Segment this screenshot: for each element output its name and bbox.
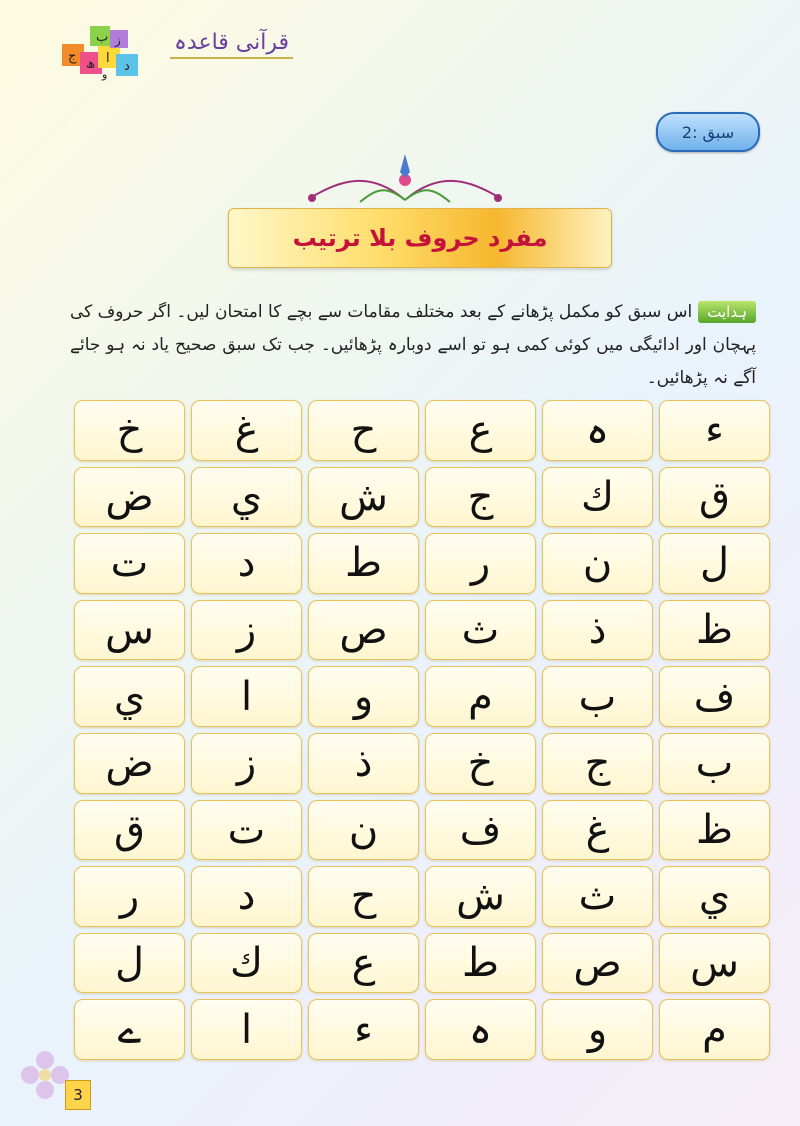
letter-cell: م — [659, 999, 770, 1060]
logo-letter: ھ — [86, 57, 96, 72]
page-number: 3 — [65, 1080, 91, 1110]
letter-cell: س — [659, 933, 770, 994]
book-title: قرآنی قاعدہ — [170, 30, 293, 59]
logo-letter: و — [102, 68, 108, 81]
letter-cell: غ — [191, 400, 302, 461]
letter-cell: ز — [191, 600, 302, 661]
letter-cell: خ — [74, 400, 185, 461]
letter-cell: ت — [191, 800, 302, 861]
letter-cell: ف — [659, 666, 770, 727]
logo-letter: ا — [106, 51, 110, 66]
letter-cell: ل — [659, 533, 770, 594]
letter-cell: د — [191, 533, 302, 594]
logo-letter: ز — [115, 33, 121, 47]
letter-cell: م — [425, 666, 536, 727]
logo-letter: ب — [96, 30, 109, 45]
letter-cell: ط — [425, 933, 536, 994]
letters-grid — [74, 400, 770, 1060]
letter-cell: ب — [542, 666, 653, 727]
logo-letter: د — [124, 59, 130, 74]
letter-cell: ت — [74, 533, 185, 594]
letter-cell: خ — [425, 733, 536, 794]
letter-cell: ا — [191, 666, 302, 727]
letter-cell: ظ — [659, 600, 770, 661]
letter-cell: ض — [74, 733, 185, 794]
instruction-tag: ہدایت — [698, 301, 756, 323]
letter-cell: غ — [542, 800, 653, 861]
letter-cell: ر — [74, 866, 185, 927]
letter-cell: ج — [425, 467, 536, 528]
letter-cell: ي — [191, 467, 302, 528]
letter-cell: ث — [542, 866, 653, 927]
letter-cell: ع — [308, 933, 419, 994]
lesson-title: مفرد حروف بلا ترتیب — [228, 208, 612, 268]
letter-cell: ش — [308, 467, 419, 528]
letter-cell: د — [191, 866, 302, 927]
letter-cell: ء — [659, 400, 770, 461]
letter-cell: ذ — [308, 733, 419, 794]
letter-cell: و — [308, 666, 419, 727]
instruction-text: اس سبق کو مکمل پڑھانے کے بعد مختلف مقامات سے بچے کا امتحان لیں۔ اگر حروف کی پہچان اور ادائیگی میں کوئی کمی ہو تو اسے دوبارہ پڑھائیں۔ جب تک سبق صحیح یاد نہ ہو جائے آگے نہ پڑھائیں۔ — [70, 302, 756, 388]
letter-cell: ص — [308, 600, 419, 661]
logo-letter: ج — [68, 49, 77, 64]
letter-cell: ي — [74, 666, 185, 727]
letter-cell: ء — [308, 999, 419, 1060]
floral-ornament-icon — [300, 150, 510, 212]
lesson-badge: سبق :2 — [656, 112, 760, 152]
letter-cell: ق — [74, 800, 185, 861]
letter-cell: ظ — [659, 800, 770, 861]
letter-cell: ك — [191, 933, 302, 994]
instruction-paragraph — [70, 296, 756, 395]
letter-cell: ن — [308, 800, 419, 861]
letter-cell: ض — [74, 467, 185, 528]
letter-cell: ك — [542, 467, 653, 528]
letter-cell: ہ — [425, 999, 536, 1060]
letter-cell: ا — [191, 999, 302, 1060]
letter-cell: ذ — [542, 600, 653, 661]
letter-cell: ح — [308, 400, 419, 461]
letter-cell: ي — [659, 866, 770, 927]
letter-cell: ش — [425, 866, 536, 927]
letter-cell: ے — [74, 999, 185, 1060]
letter-cell: ق — [659, 467, 770, 528]
letter-cell: و — [542, 999, 653, 1060]
letter-cell: ز — [191, 733, 302, 794]
letter-cell: ل — [74, 933, 185, 994]
letter-cell: ب — [659, 733, 770, 794]
letter-cell: ح — [308, 866, 419, 927]
letter-cell: ن — [542, 533, 653, 594]
letter-cell: س — [74, 600, 185, 661]
letter-cell: ر — [425, 533, 536, 594]
letter-cell: ع — [425, 400, 536, 461]
letter-cell: ہ — [542, 400, 653, 461]
letter-cell: ط — [308, 533, 419, 594]
letter-cell: ج — [542, 733, 653, 794]
letter-cell: ث — [425, 600, 536, 661]
letter-cell: ف — [425, 800, 536, 861]
page-header — [0, 0, 800, 100]
letter-blocks-logo — [60, 22, 150, 82]
letter-cell: ص — [542, 933, 653, 994]
